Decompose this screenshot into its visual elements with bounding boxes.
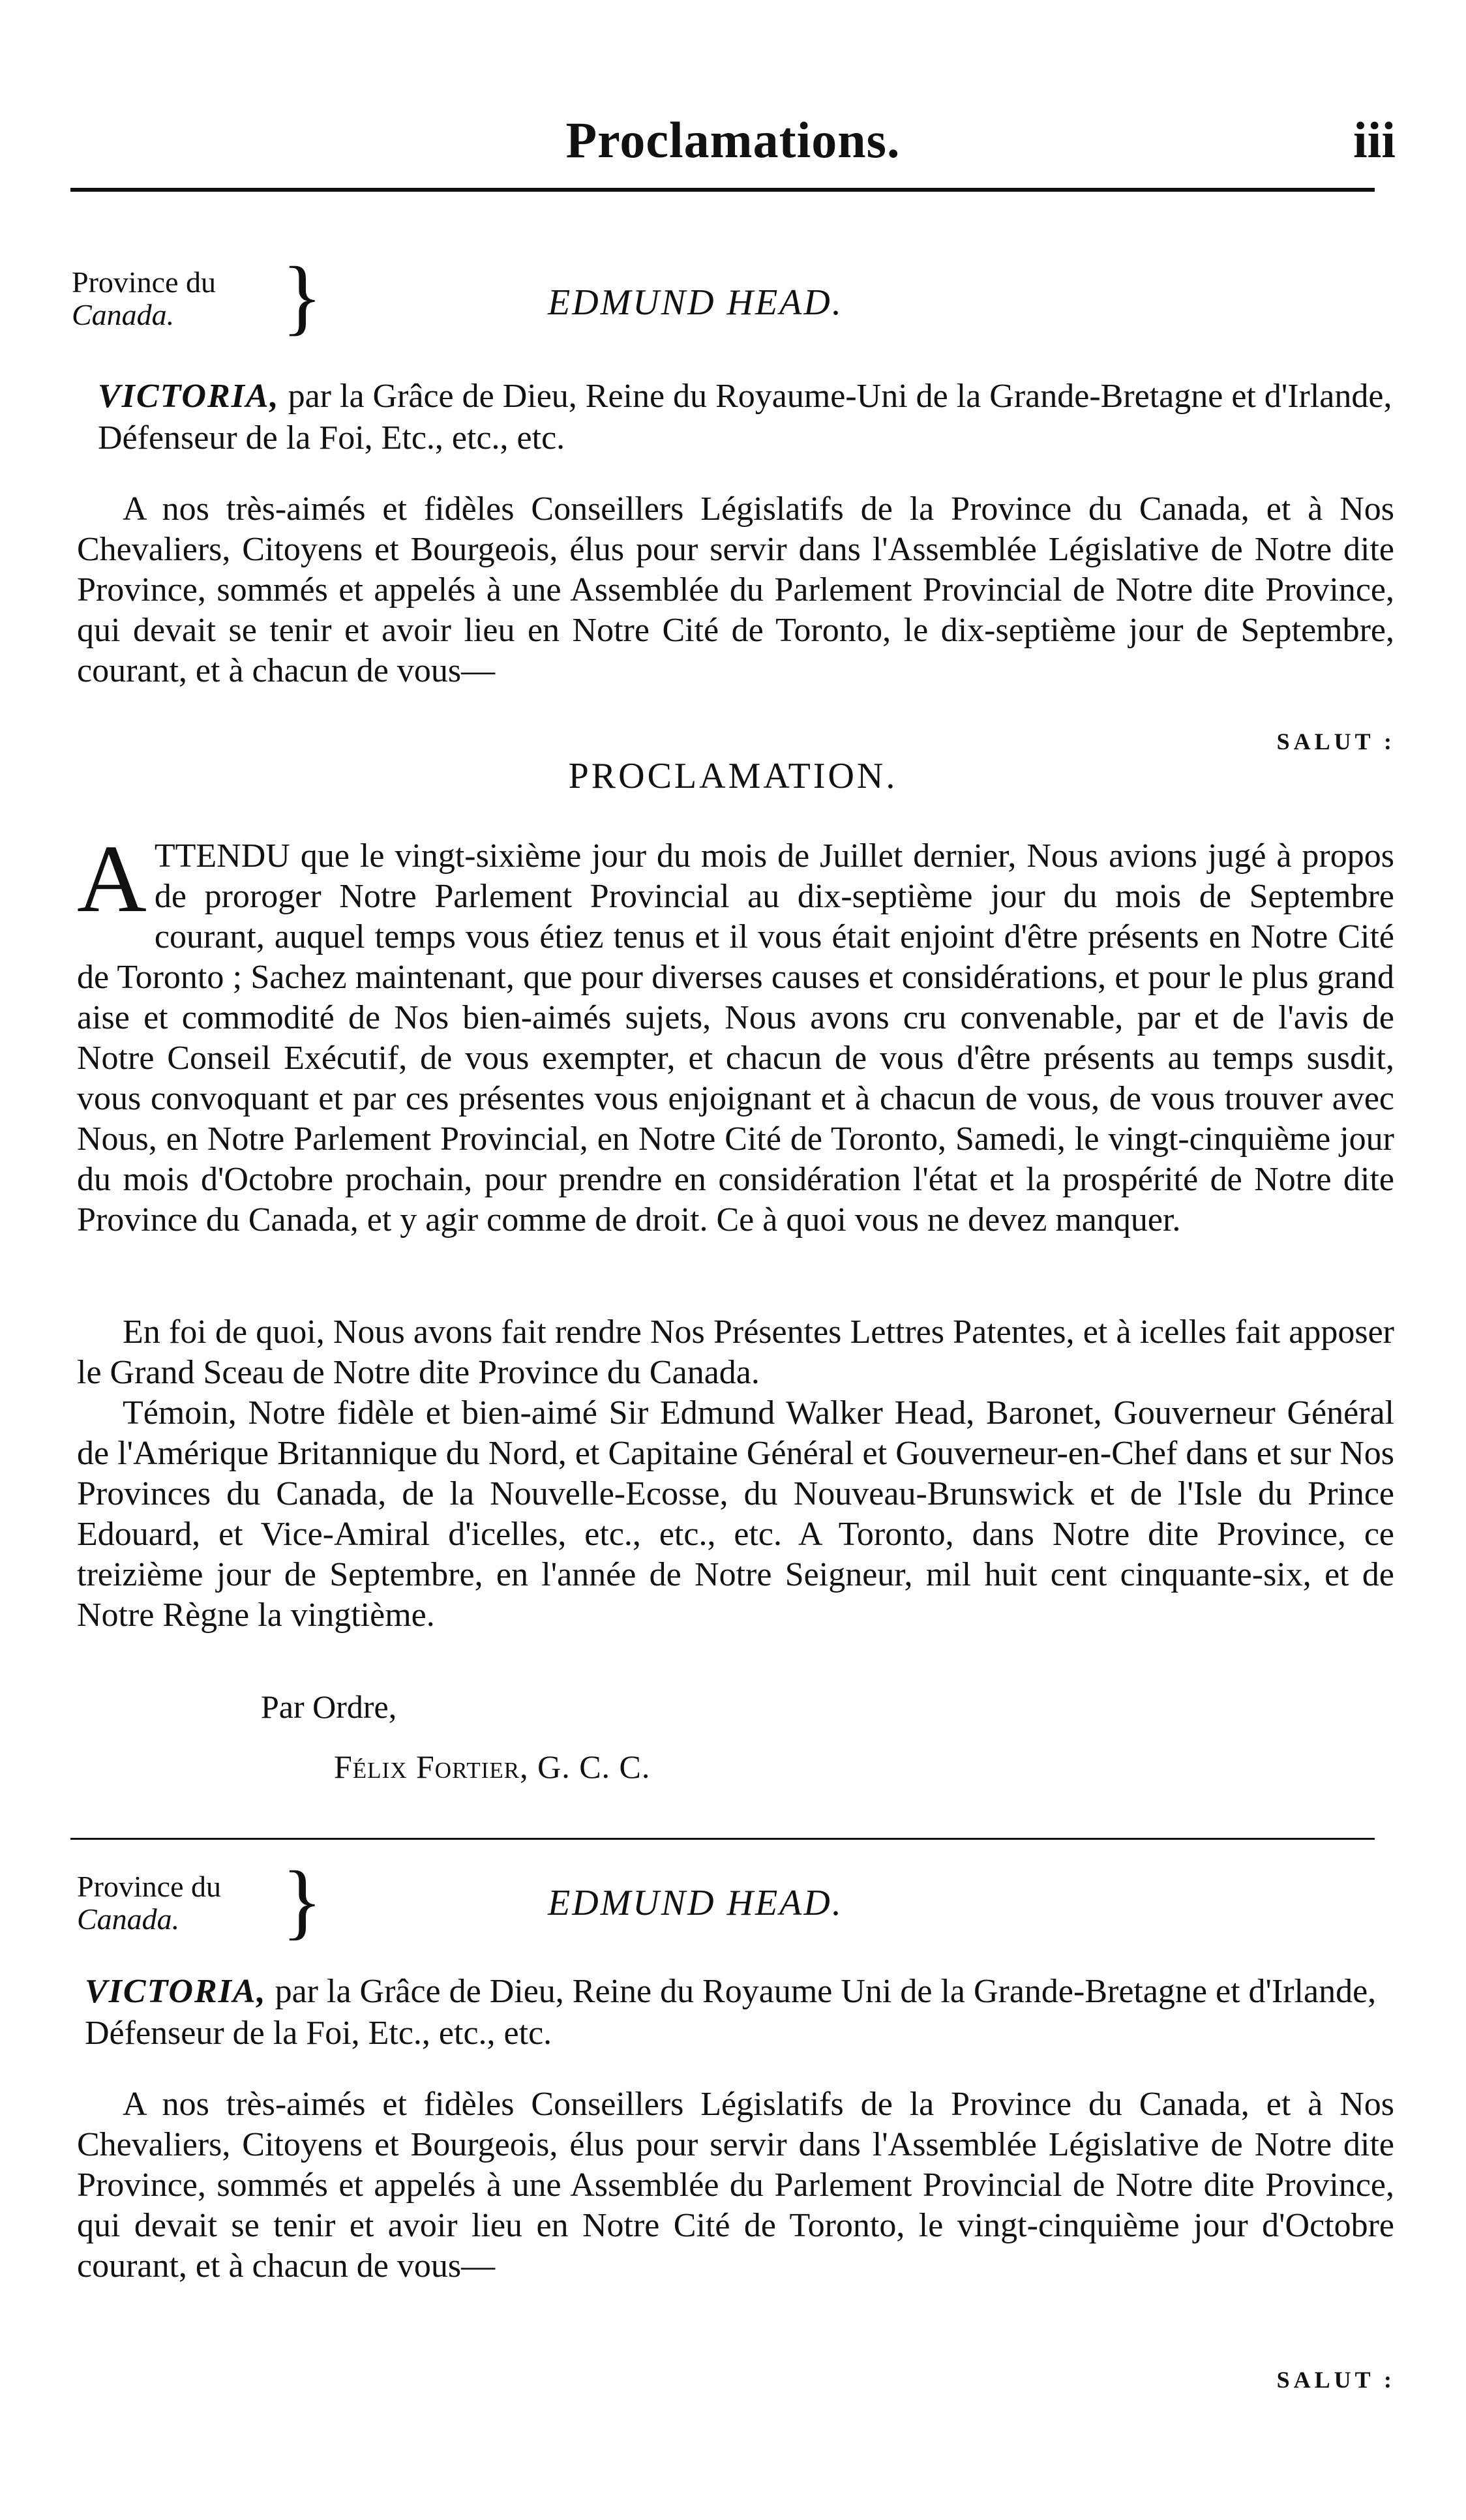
royal-style (85, 1971, 1396, 2054)
salut-label: SALUT : (1276, 2367, 1396, 2393)
proclamation-body (77, 826, 1394, 1240)
section-divider (70, 1838, 1375, 1840)
province-line-2: Canada. (77, 1902, 180, 1936)
address-paragraph: A nos très-aimés et fidèles Conseillers Législatifs de la Province du Canada, et à Nos Chevaliers, Citoyens et Bourgeois, élus pour servir dans l'Assemblée Législative de Notre dite Province, sommés et appelés à une Assemblée du Parlement Provincial de Notre dite Province, qui devait se tenir et avoir lieu en Notre Cité de Toronto, le vingt-cinquième jour d'Octobre courant, et à chacun de vous— (77, 2086, 1394, 2285)
header-rule (70, 188, 1375, 192)
drop-cap: A (77, 826, 147, 933)
province-line-2: Canada. (72, 298, 175, 331)
body-text: TTENDU que le vingt-sixième jour du mois de Juillet dernier, Nous avions jugé à propos de proroger Notre Parlement Provincial au dix-septième jour du mois de Septembre courant, auquel temps vous étiez tenus et il vous était enjoint d'être présents en Notre Cité de Toronto ; Sachez maintenant, que pour diverses causes et considérations, et pour le plus grand aise et commodité de Nos bien-aimés sujets, Nous avons cru convenable, par et de l'avis de Notre Conseil Exécutif, de vous exempter, et chacun de vous d'être présents au temps susdit, vous convoquant et par ces présentes vous enjoignant et à chacun de vous, de vous trouver avec Nous, en Notre Parlement Provincial, en Notre Cité de Toronto, Samedi, le vingt-cinquième jour du mois d'Octobre prochain, pour prendre en considération l'état et la prospérité de Notre dite Province du Canada, et y agir comme de droit. Ce à quoi vous ne devez manquer. (77, 837, 1394, 1238)
proclamation-heading: PROCLAMATION. (568, 756, 898, 796)
par-ordre: Par Ordre, (261, 1688, 397, 1725)
page-header-title: Proclamations. (565, 112, 901, 168)
address-paragraph: A nos très-aimés et fidèles Conseillers Législatifs de la Province du Canada, et à Nos Chevaliers, Citoyens et Bourgeois, élus pour servir dans l'Assemblée Législative de Notre dite Province, sommés et appelés à une Assemblée du Parlement Provincial de Notre dite Province, qui devait se tenir et avoir lieu en Notre Cité de Toronto, le dix-septième jour de Septembre, courant, et à chacun de vous— (77, 490, 1394, 689)
brace-icon: } (282, 250, 323, 344)
page-number: iii (1353, 112, 1396, 168)
governor-name: EDMUND HEAD. (548, 282, 843, 323)
royal-style-lead: VICTORIA, (85, 1973, 267, 2010)
royal-style-rest: par la Grâce de Dieu, Reine du Royaume-Uni de la Grande-Bretagne et d'Irlande, Défenseur de la Foi, Etc., etc., etc. (98, 378, 1392, 457)
brace-icon: } (282, 1854, 323, 1948)
province-label (77, 1870, 221, 1936)
royal-style-rest: par la Grâce de Dieu, Reine du Royaume Uni de la Grande-Bretagne et d'Irlande, Défenseur de la Foi, Etc., etc., etc. (85, 1973, 1377, 2052)
province-label (72, 266, 216, 331)
royal-style (98, 376, 1396, 459)
witness-paragraph-1: En foi de quoi, Nous avons fait rendre Nos Présentes Lettres Patentes, et à icelles fait apposer le Grand Sceau de Notre dite Province du Canada. (77, 1313, 1394, 1391)
province-line-1: Province du (77, 1870, 222, 1903)
province-line-1: Province du (72, 265, 217, 299)
signature: Félix Fortier, G. C. C. (334, 1748, 651, 1785)
witness-paragraph-2: Témoin, Notre fidèle et bien-aimé Sir Edmund Walker Head, Baronet, Gouverneur Général de l'Amérique Britannique du Nord, et Capitaine Général et Gouverneur-en-Chef dans et sur Nos Provinces du Canada, de la Nouvelle-Ecosse, du Nouveau-Brunswick et de l'Isle du Prince Edouard, et Vice-Amiral d'icelles, etc., etc., etc. A Toronto, dans Notre dite Province, ce treizième jour de Septembre, en l'année de Notre Seigneur, mil huit cent cinquante-six, et de Notre Règne la vingtième. (77, 1394, 1394, 1634)
governor-name: EDMUND HEAD. (548, 1883, 843, 1923)
royal-style-lead: VICTORIA, (98, 378, 280, 415)
salut-label: SALUT : (1276, 728, 1396, 755)
